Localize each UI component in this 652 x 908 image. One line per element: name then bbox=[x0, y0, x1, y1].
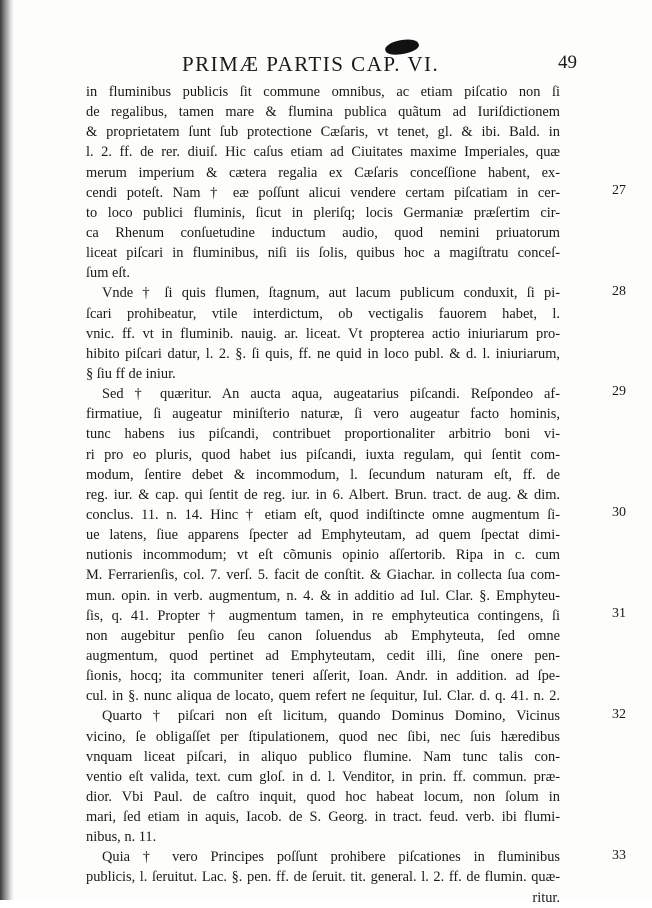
text-line: merum imperium & cætera regalia ex Cæſaris conceſſione habent, ex- bbox=[86, 164, 560, 181]
text-line: conclus. 11. n. 14. Hinc † etiam eſt, quod indiſtincte omne augmentum ſi- bbox=[86, 506, 560, 523]
marginal-number: 31 bbox=[612, 605, 626, 621]
text-line: cul. in §. nunc aliqua de locato, quem refert ne ſequitur, Iul. Clar. d. q. 41. n. 2. bbox=[86, 688, 560, 705]
text-line: Vnde † ſi quis flumen, ſtagnum, aut lacum publicum conduxit, ſi pi- bbox=[102, 285, 560, 302]
marginal-number: 30 bbox=[612, 505, 626, 521]
text-line: ventio eſt valida, text. cum gloſ. in d. l. Venditor, in prin. ff. commun. præ- bbox=[86, 768, 560, 785]
text-line: hibito piſcari datur, l. 2. §. ſi quis, ff. ne quid in loco publ. & d. l. iniuriarum, bbox=[86, 345, 560, 362]
text-line: reg. iur. & cap. qui ſentit de reg. iur. in 6. Albert. Brun. tract. de aug. & dim. bbox=[86, 486, 560, 503]
text-line: liceat piſcari in fluminibus, niſi iis ſolis, quibus hoc a magiſtratu conceſ- bbox=[86, 245, 560, 262]
text-line: vnquam liceat piſcari, in aliquo publico flumine. Nam tunc talis con- bbox=[86, 748, 560, 765]
text-line: firmatiue, ſi augeatur miniſterio naturæ, ſi vero augeatur facto hominis, bbox=[86, 406, 560, 423]
text-line: to loco publici fluminis, ſicut in pleriſq; locis Germaniæ præſertim cir- bbox=[86, 204, 560, 221]
text-line: l. 2. ff. de rer. diuiſ. Hic caſus etiam ad Ciuitates maxime Imperiales, quæ bbox=[86, 144, 560, 161]
page-number: 49 bbox=[558, 52, 577, 73]
text-line: in fluminibus publicis ſit commune omnibus, ac etiam piſcatio non ſi bbox=[86, 84, 560, 100]
text-line: M. Ferrarienſis, col. 7. verſ. 5. facit de conſtit. & Giachar. in collecta ſua com- bbox=[86, 567, 560, 584]
text-line: vnic. ff. vt in fluminib. nauig. ar. liceat. Vt propterea actio iniuriarum pro- bbox=[86, 325, 560, 342]
text-line: vicino, ſe obligaſſet per ſtipulationem, quod nec ſibi, nec ſuis hæredibus bbox=[86, 728, 560, 745]
text-line: ſionis, hocq; ita communiter teneri aſſerit, Ioan. Andr. in addition. ad ſpe- bbox=[86, 668, 560, 685]
text-line: ri pro eo pluris, quod habet ius piſcandi, iuxta regulam, qui ſentit com- bbox=[86, 446, 560, 463]
text-line: non augebitur penſio ſeu canon ſoluendus ab Emphyteuta, ſed omne bbox=[86, 627, 560, 644]
text-line: mari, ſed etiam in aquis, Iacob. de S. Georg. in tract. feud. verb. ibi flumi- bbox=[86, 809, 560, 826]
text-line: cendi poteſt. Nam † eæ poſſunt alicui vendere certam piſcatiam in cer- bbox=[86, 184, 560, 201]
text-line: nibus, n. 11. bbox=[86, 829, 157, 846]
text-line: ſis, q. 41. Propter † augmentum tamen, in re emphyteutica contingens, ſi bbox=[86, 607, 560, 624]
text-line: ſum eſt. bbox=[86, 265, 130, 282]
text-line: ca Rhenum conſuetudine inductum audio, quod nemini priuatorum bbox=[86, 224, 560, 241]
text-line: ue latens, ſiue apparens ſpecter ad Emphyteutam, ad quem ſpectat dimi- bbox=[86, 527, 560, 544]
marginal-number: 27 bbox=[612, 182, 626, 198]
text-line: publicis, l. ſeruitut. Lac. §. pen. ff. de ſeruit. tit. general. l. 2. ff. de flumin. quæ- bbox=[86, 869, 560, 886]
text-line: Sed † quæritur. An aucta aqua, augeatarius piſcandi. Reſpondeo af- bbox=[102, 386, 560, 403]
marginal-number: 32 bbox=[612, 706, 626, 722]
text-line: Quarto † piſcari non eſt licitum, quando Dominus Domino, Vicinus bbox=[102, 708, 560, 725]
binding-gutter-shadow bbox=[0, 0, 14, 900]
marginal-number: 33 bbox=[612, 847, 626, 863]
text-line: tunc habens ius piſcandi, contribuet proportionaliter arbitrio boni vi- bbox=[86, 426, 560, 443]
marginal-number: 29 bbox=[612, 384, 626, 400]
text-line: & proprietatem ſunt ſub protectione Cæſaris, vt tenet, gl. & ibi. Bald. in bbox=[86, 124, 560, 141]
text-line: modum, ſentire debet & incommodum, l. ſecundum naturam eſt, ff. de bbox=[86, 466, 560, 483]
marginal-number: 28 bbox=[612, 283, 626, 299]
text-line: de regalibus, tamen mare & flumina publica quãtum ad Iuriſdictionem bbox=[86, 104, 560, 121]
text-line: § ſiu ff de iniur. bbox=[86, 365, 176, 382]
text-line: Quia † vero Principes poſſunt prohibere piſcationes in fluminibus bbox=[102, 849, 560, 866]
text-line: mun. opin. in verb. augmentum, n. 4. & in additio ad Iul. Clar. §. Emphyteu- bbox=[86, 587, 560, 604]
body-text bbox=[86, 82, 560, 908]
running-head: PRIMÆ PARTIS CAP. VI. bbox=[182, 52, 440, 76]
text-line: ſcari prohibeatur, vtile interdictum, ob vectigalis fauorem habet, l. bbox=[86, 305, 560, 322]
text-line: augmentum, quod pertinet ad Emphyteutam, cedit illi, ſine onere pen- bbox=[86, 647, 560, 664]
text-line: nutionis incommodum; vt eſt cõmunis opinio aſſertorib. Ripa in c. cum bbox=[86, 547, 560, 564]
text-line: dior. Vbi Paul. de caſtro inquit, quod hoc habeat locum, non ſolum in bbox=[86, 788, 560, 805]
text-line: ritur. bbox=[532, 889, 560, 906]
